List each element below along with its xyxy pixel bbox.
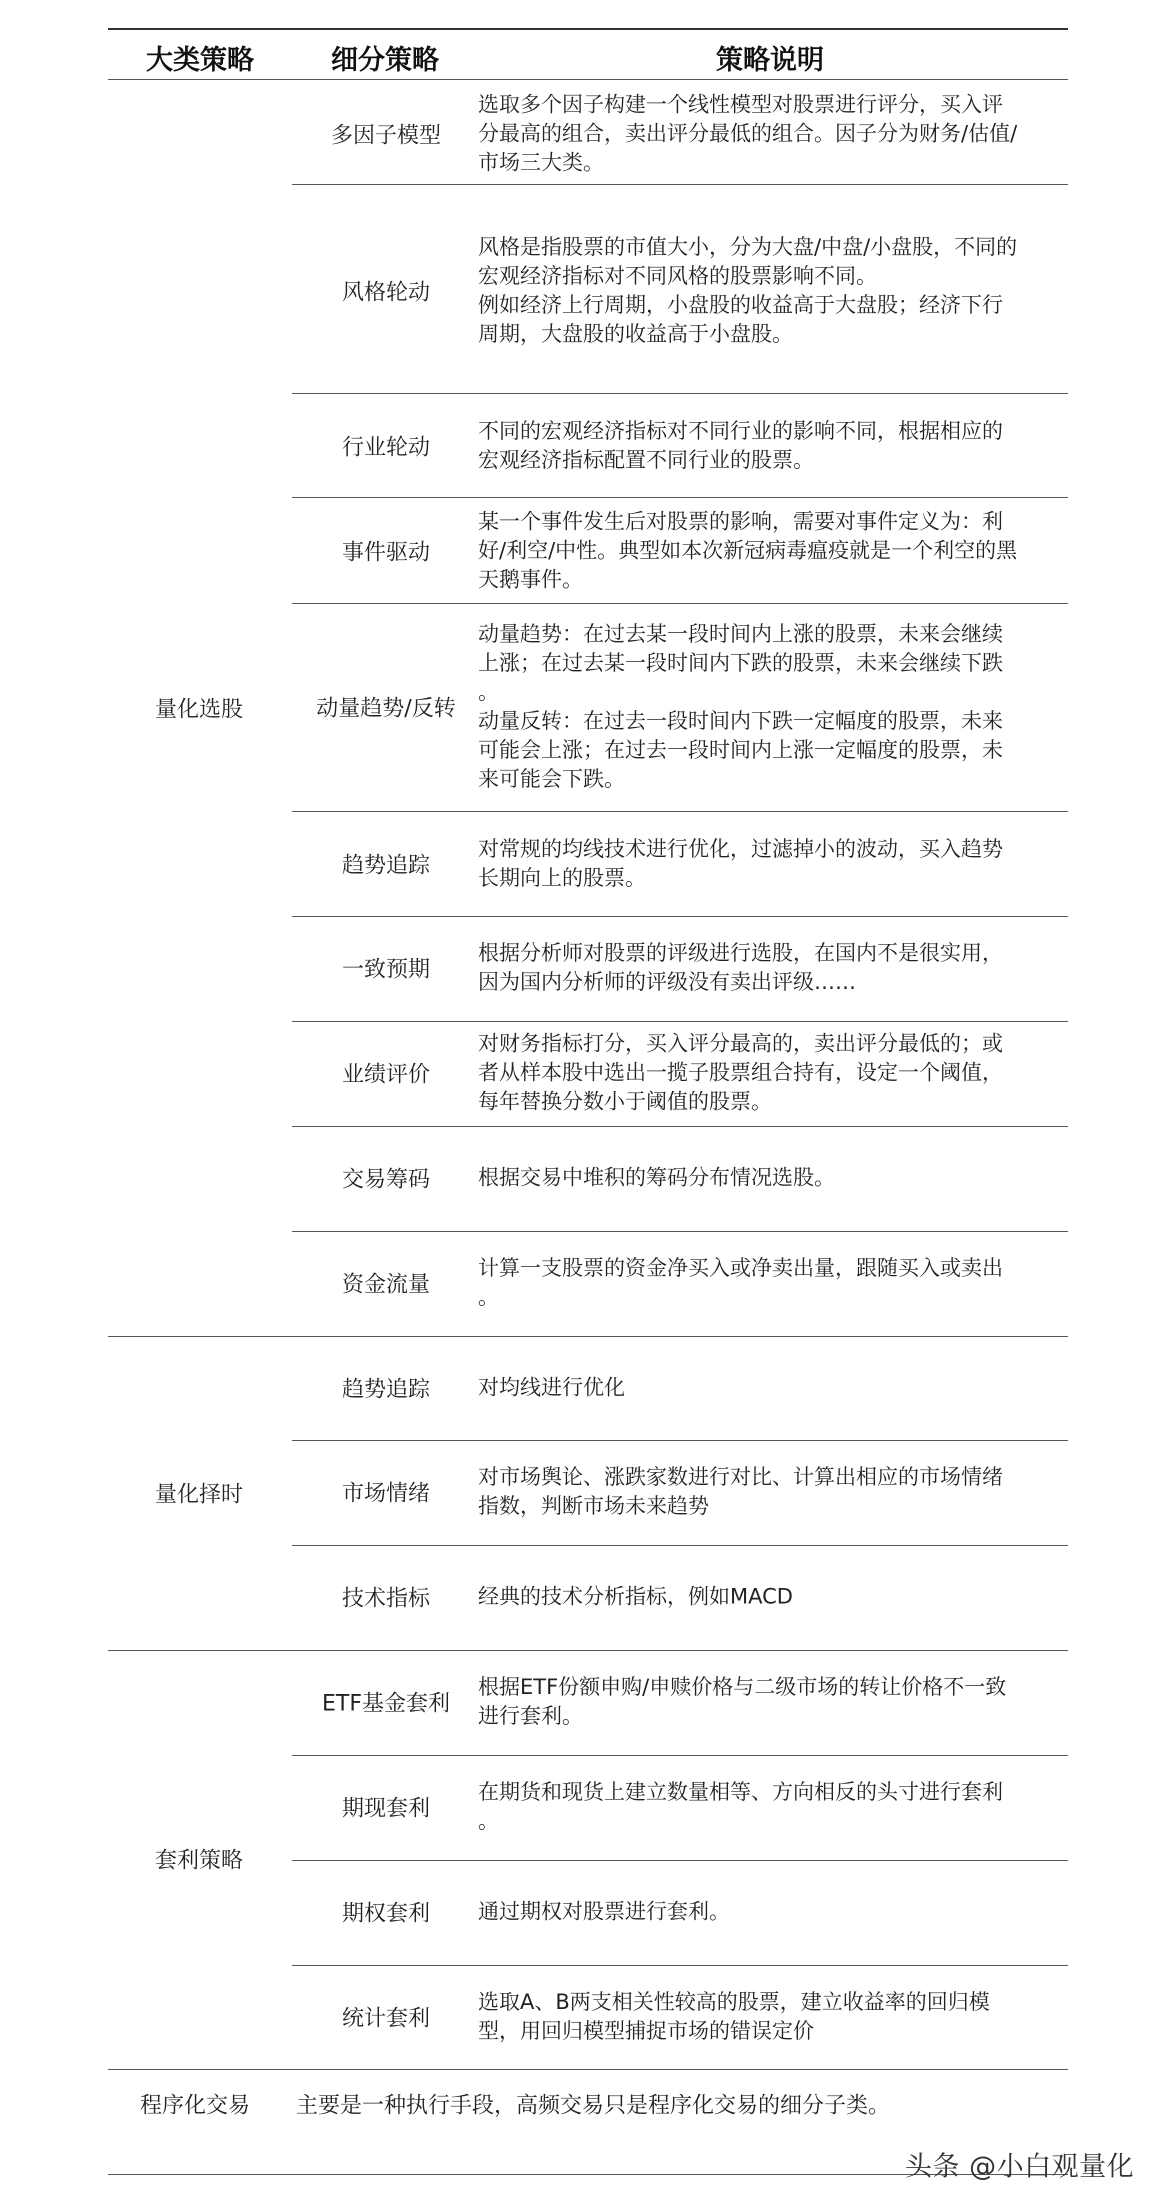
sub-strategy-label: ETF基金套利 — [322, 1691, 450, 1717]
sub-strategy-label: 统计套利 — [341, 2006, 430, 2032]
group-divider — [108, 1336, 1068, 1337]
program-trading-label: 程序化交易 — [140, 2093, 251, 2119]
row-divider — [292, 811, 1068, 812]
sub-strategy-label: 事件驱动 — [341, 540, 430, 566]
group-category: 量化选股 — [154, 697, 243, 723]
row-divider — [292, 1021, 1068, 1022]
strategy-description: 根据分析师对股票的评级进行选股，在国内不是很实用， 因为国内分析师的评级没有卖出评级…… — [478, 941, 1003, 994]
strategy-description: 对常规的均线技术进行优化，过滤掉小的波动，买入趋势 长期向上的股票。 — [478, 837, 1003, 890]
sub-strategy-label: 行业轮动 — [341, 435, 430, 461]
strategy-description: 选取多个因子构建一个线性模型对股票进行评分，买入评 分最高的组合，卖出评分最低的组合。因子分为财务/估值/ 市场三大类。 — [478, 92, 1018, 175]
sub-strategy-label: 期权套利 — [341, 1901, 430, 1927]
header-sub-strategy: 细分策略 — [331, 45, 439, 76]
row-divider — [292, 1440, 1068, 1441]
header-description: 策略说明 — [716, 45, 824, 76]
strategy-description: 不同的宏观经济指标对不同行业的影响不同，根据相应的 宏观经济指标配置不同行业的股票。 — [478, 419, 1003, 472]
group-divider — [108, 2069, 1068, 2070]
row-divider — [292, 184, 1068, 185]
row-divider — [292, 916, 1068, 917]
strategy-description: 风格是指股票的市值大小，分为大盘/中盘/小盘股，不同的 宏观经济指标对不同风格的股票影响不同。 例如经济上行周期，小盘股的收益高于大盘股；经济下行 周期，大盘股的收益高于小盘股。 — [478, 235, 1018, 346]
strategy-description: 根据交易中堆积的筹码分布情况选股。 — [478, 1165, 835, 1190]
sub-strategy-label: 动量趋势/反转 — [316, 696, 456, 722]
row-divider — [292, 1965, 1068, 1966]
sub-strategy-label: 风格轮动 — [341, 280, 430, 306]
row-divider — [292, 393, 1068, 394]
strategy-description: 选取A、B两支相关性较高的股票，建立收益率的回归模 型，用回归模型捕捉市场的错误定价 — [478, 1990, 990, 2043]
sub-strategy-label: 交易筹码 — [341, 1167, 430, 1193]
strategy-description: 对均线进行优化 — [478, 1375, 625, 1400]
sub-strategy-label: 技术指标 — [341, 1586, 430, 1612]
group-category: 套利策略 — [154, 1848, 243, 1874]
program-trading-description: 主要是一种执行手段，高频交易只是程序化交易的细分子类。 — [296, 2093, 891, 2119]
row-divider — [292, 1755, 1068, 1756]
sub-strategy-label: 资金流量 — [341, 1272, 430, 1298]
header-bottom-rule — [108, 79, 1068, 80]
watermark: 头条 @小白观量化 — [905, 2151, 1135, 2183]
strategy-description: 对财务指标打分，买入评分最高的，卖出评分最低的；或 者从样本股中选出一揽子股票组合持有，设定一个阈值， 每年替换分数小于阈值的股票。 — [478, 1031, 1003, 1114]
strategy-description: 某一个事件发生后对股票的影响，需要对事件定义为：利 好/利空/中性。典型如本次新冠病毒瘟疫就是一个利空的黑 天鹅事件。 — [478, 509, 1018, 592]
strategy-description: 经典的技术分析指标，例如MACD — [478, 1584, 793, 1609]
sub-strategy-label: 市场情绪 — [341, 1481, 430, 1507]
strategy-description: 计算一支股票的资金净买入或净卖出量，跟随买入或卖出 。 — [478, 1256, 1003, 1309]
sub-strategy-label: 一致预期 — [341, 957, 430, 983]
group-divider — [108, 1650, 1068, 1651]
strategy-description: 对市场舆论、涨跌家数进行对比、计算出相应的市场情绪 指数，判断市场未来趋势 — [478, 1465, 1003, 1518]
header-category: 大类策略 — [146, 45, 254, 76]
sub-strategy-label: 趋势追踪 — [341, 853, 430, 879]
sub-strategy-label: 趋势追踪 — [341, 1377, 430, 1403]
table-top-rule — [108, 28, 1068, 30]
sub-strategy-label: 业绩评价 — [341, 1062, 430, 1088]
group-category: 量化择时 — [154, 1482, 243, 1508]
row-divider — [292, 1860, 1068, 1861]
strategy-description: 根据ETF份额申购/申赎价格与二级市场的转让价格不一致 进行套利。 — [478, 1675, 1007, 1728]
row-divider — [292, 1231, 1068, 1232]
row-divider — [292, 1545, 1068, 1546]
row-divider — [292, 497, 1068, 498]
row-divider — [292, 603, 1068, 604]
row-divider — [292, 1126, 1068, 1127]
sub-strategy-label: 多因子模型 — [330, 123, 441, 149]
strategy-description: 动量趋势：在过去某一段时间内上涨的股票，未来会继续 上涨；在过去某一段时间内下跌的股票，未来会继续下跌 。 动量反转：在过去一段时间内下跌一定幅度的股票，未来 可能会上涨；在过去一段时间内上涨一定幅度的股票，未 来可能会下跌。 — [478, 622, 1003, 791]
sub-strategy-label: 期现套利 — [341, 1796, 430, 1822]
strategy-description: 通过期权对股票进行套利。 — [478, 1899, 730, 1924]
strategy-description: 在期货和现货上建立数量相等、方向相反的头寸进行套利 。 — [478, 1780, 1003, 1833]
